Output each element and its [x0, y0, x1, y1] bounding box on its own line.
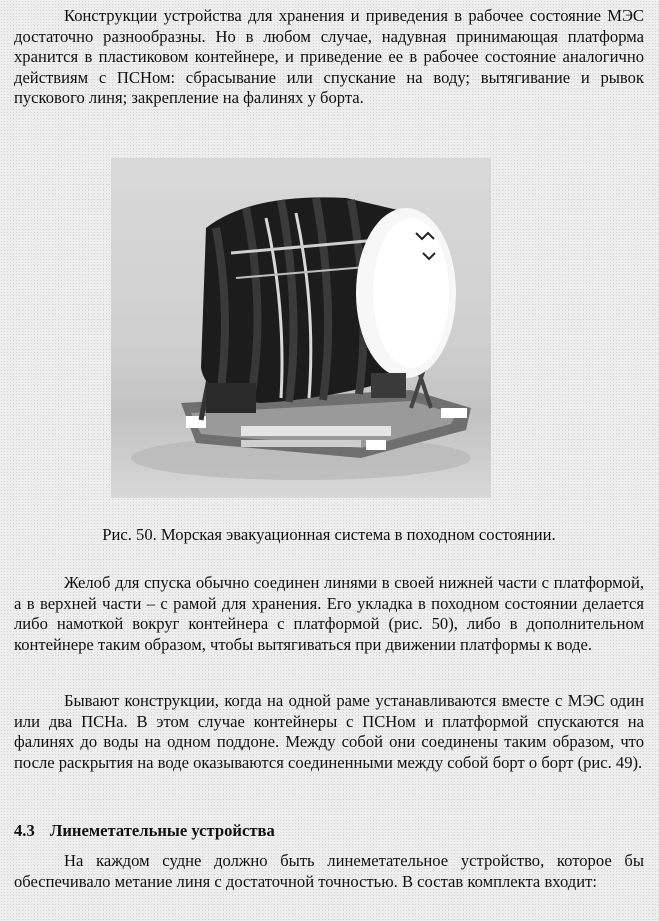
section-number: 4.3	[14, 821, 35, 840]
paragraph-liferafts: Бывают конструкции, когда на одной раме устанавливаются вместе с МЭС один или два ПСНа. В этом случае контейнеры с ПСНом и платформой спускаются на фалинях до воды на одном поддоне. Между собой они соединены таким образом, что после раскрытия на воде оказываются соединенными между собой борт о борт (рис. 49).	[14, 691, 644, 772]
paragraph-line-throwing: На каждом судне должно быть линеметательное устройство, которое бы обеспечивало метание линя с достаточной точностью. В состав комплекта входит:	[14, 851, 644, 891]
section-heading	[14, 821, 275, 841]
paragraph-chute: Желоб для спуска обычно соединен линями в своей нижней части с платформой, а в верхней части – с рамой для хранения. Его укладка в походном состоянии делается либо намоткой вокруг контейнера с платформой (рис. 50), либо в дополнительном контейнере таким образом, чтобы вытягиваться при движении платформы к воде.	[14, 573, 644, 654]
section-title: Линеметательные устройства	[50, 821, 275, 840]
evacuation-system-photo	[111, 158, 491, 498]
figure-caption: Рис. 50. Морская эвакуационная система в походном состоянии.	[102, 525, 556, 544]
figure-photo-mes	[111, 158, 491, 498]
document-page	[14, 6, 644, 891]
paragraph-mes-storage: Конструкции устройства для хранения и приведения в рабочее состояние МЭС достаточно разнообразны. Но в любом случае, надувная принимающая платформа хранится в пластиковом контейнере, и приведение ее в рабочее состояние аналогично действиям с ПСНом: сбрасывание или спускание на воду; вытягивание и рывок пускового линя; закрепление на фалинях у борта.	[14, 6, 644, 108]
